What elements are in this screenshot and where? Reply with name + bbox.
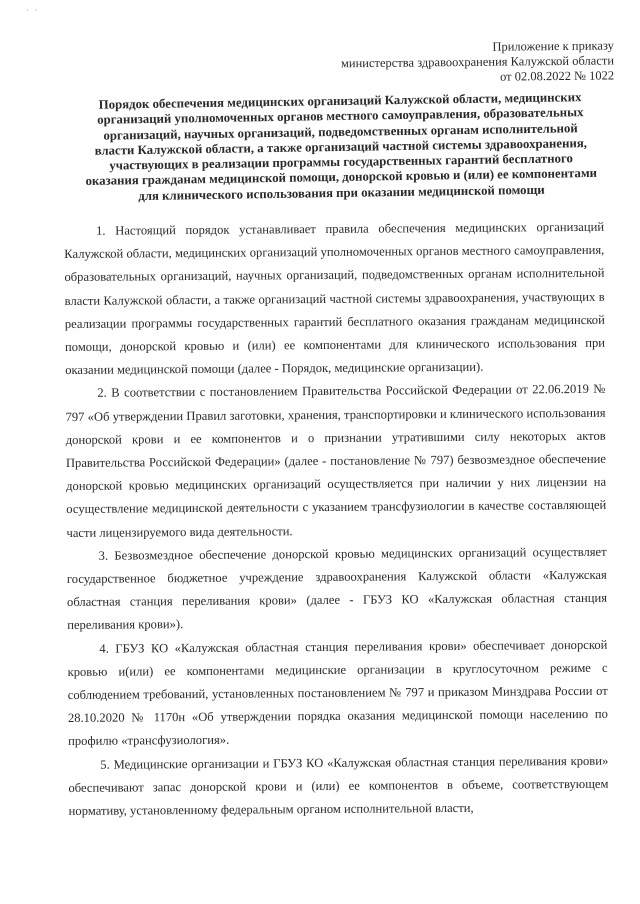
appendix-line: от 02.08.2022 № 1022: [499, 68, 615, 84]
paragraph: 3. Безвозмездное обеспечение донорской кровью медицинских организаций осуществляет государственное бюджетное учреждение здравоохранения Калужской области «Калужская областная станция переливания крови» (далее - ГБУЗ КО «Калужская областная станция переливания крови»).: [66, 544, 608, 633]
paragraph: 1. Настоящий порядок устанавливает правила обеспечения медицинских организаций Калужской области, медицинских организаций уполномоченных органов местного самоуправления, образовательных организаций, научных организаций, подведомственных органам исполнительной власти Калужской области, а также организаций частной системы здравоохранения, участвующих в реализации программы государственных гарантий бесплатного оказания гражданам медицинской помощи, донорской кровью и (или) ее компонентами для клинического использования при оказании медицинской помощи (далее - Порядок, медицинские организации).: [64, 219, 606, 378]
paragraph: 5. Медицинские организации и ГБУЗ КО «Калужская областная станция переливания крови» обеспечивают запас донорской крови и (или) ее компонентов в объеме, соответствующем нормативу, установленному федеральным органом исполнительной власти,: [68, 753, 609, 819]
scan-mark: · ·: [26, 6, 40, 15]
document-title: Порядок обеспечения медицинских организаций Калужской области, медицинских организаций уполномоченных органов местного самоуправления, образовательных организаций, научных организаций, подведомственных органам исполнительной власти Калужской области, а также организаций частной системы здравоохранения, участвующих в реализации программы государственных гарантий бесплатного оказания гражданам медицинской помощи, донорской кровью и (или) ее компонентами для клинического использования при оказании медицинской помощи: [85, 90, 598, 203]
appendix-header: [314, 38, 614, 86]
paragraph: 4. ГБУЗ КО «Калужская областная станция переливания крови» обеспечивает донорской кровью и(или) ее компонентами медицинские организации в круглосуточном режиме с соблюдением требований, установленных постановлением № 797 и приказом Минздрава России от 28.10.2020 № 1170н «Об утверждении порядка оказания медицинской помощи населению по профилю «трансфузиология».: [67, 637, 608, 749]
appendix-line: министерства здравоохранения Калужской области: [340, 53, 615, 71]
document-body: [64, 216, 609, 824]
appendix-line: Приложение к приказу: [492, 38, 614, 54]
paragraph: 2. В соответствии с постановлением Правительства Российской Федерации от 22.06.2019 № 797 «Об утверждении Правил заготовки, хранения, транспортировки и клинического использования донорской крови и ее компонентов и о признании утратившими силу некоторых актов Правительства Российской Федерации» (далее - постановление № 797) безвозмездное обеспечение донорской кровью медицинских организаций осуществляется при наличии у них лицензии на осуществление медицинской деятельности с указанием трансфузиологии в качестве составляющей части лицензируемого вида деятельности.: [65, 382, 607, 540]
